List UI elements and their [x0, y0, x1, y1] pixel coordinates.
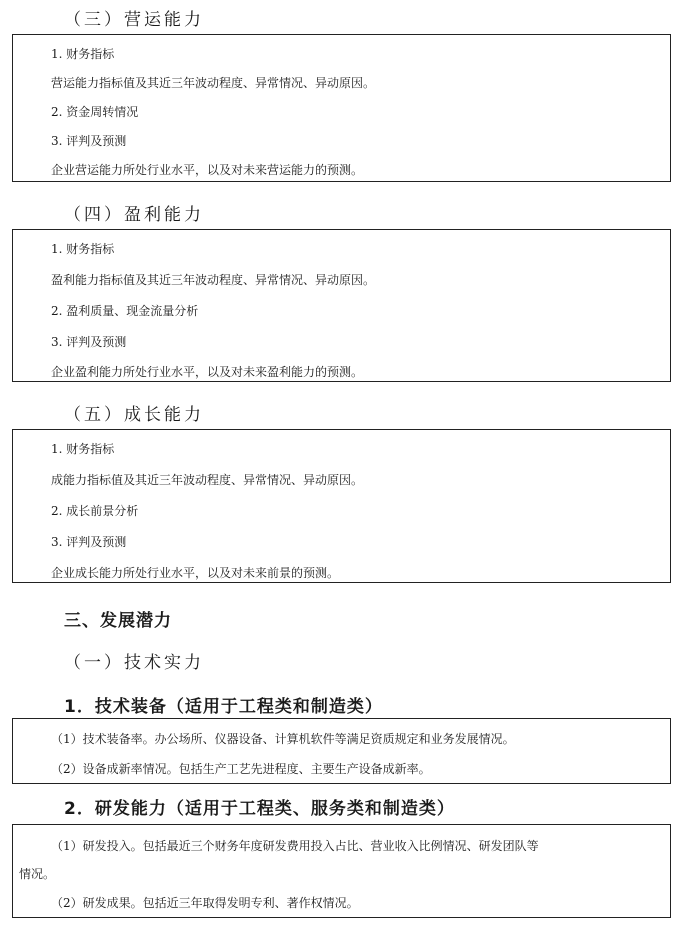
item-heading-rnd: 2．研发能力（适用于工程类、服务类和制造类） [64, 799, 455, 819]
list-item-continuation: 情况。 [19, 867, 56, 881]
list-item: （2）设备成新率情况。包括生产工艺先进程度、主要生产设备成新率。 [51, 762, 431, 776]
list-item: （2）研发成果。包括近三年取得发明专利、著作权情况。 [51, 896, 359, 910]
content-box-profitability [12, 229, 671, 382]
list-item: 企业营运能力所处行业水平，以及对未来营运能力的预测。 [51, 163, 364, 177]
list-item: （1）技术装备率。办公场所、仪器设备、计算机软件等满足资质规定和业务发展情况。 [51, 732, 515, 746]
list-item: 3. 评判及预测 [51, 535, 127, 549]
item-heading-equipment: 1．技术装备（适用于工程类和制造类） [64, 697, 383, 717]
list-item: 2. 盈利质量、现金流量分析 [51, 304, 199, 318]
section-heading-growth: （五）成长能力 [64, 405, 204, 425]
list-item: 营运能力指标值及其近三年波动程度、异常情况、异动原因。 [51, 76, 376, 90]
list-item: 2. 资金周转情况 [51, 105, 139, 119]
list-item: （1）研发投入。包括最近三个财务年度研发费用投入占比、营业收入比例情况、研发团队等 [51, 839, 539, 853]
content-box-rnd [12, 824, 671, 918]
content-box-equipment [12, 718, 671, 784]
list-item: 成能力指标值及其近三年波动程度、异常情况、异动原因。 [51, 473, 364, 487]
list-item: 企业盈利能力所处行业水平，以及对未来盈利能力的预测。 [51, 365, 364, 379]
list-item: 3. 评判及预测 [51, 134, 127, 148]
content-box-operations [12, 34, 671, 182]
list-item: 盈利能力指标值及其近三年波动程度、异常情况、异动原因。 [51, 273, 376, 287]
list-item: 2. 成长前景分析 [51, 504, 139, 518]
section-heading-operations: （三）营运能力 [64, 10, 204, 30]
list-item: 1. 财务指标 [51, 242, 115, 256]
section-heading-profitability: （四）盈利能力 [64, 205, 204, 225]
part-heading-development: 三、发展潜力 [64, 611, 172, 631]
subsection-heading-tech: （一）技术实力 [64, 653, 204, 673]
list-item: 1. 财务指标 [51, 47, 115, 61]
list-item: 3. 评判及预测 [51, 335, 127, 349]
list-item: 企业成长能力所处行业水平，以及对未来前景的预测。 [51, 566, 340, 580]
list-item: 1. 财务指标 [51, 442, 115, 456]
content-box-growth [12, 429, 671, 583]
